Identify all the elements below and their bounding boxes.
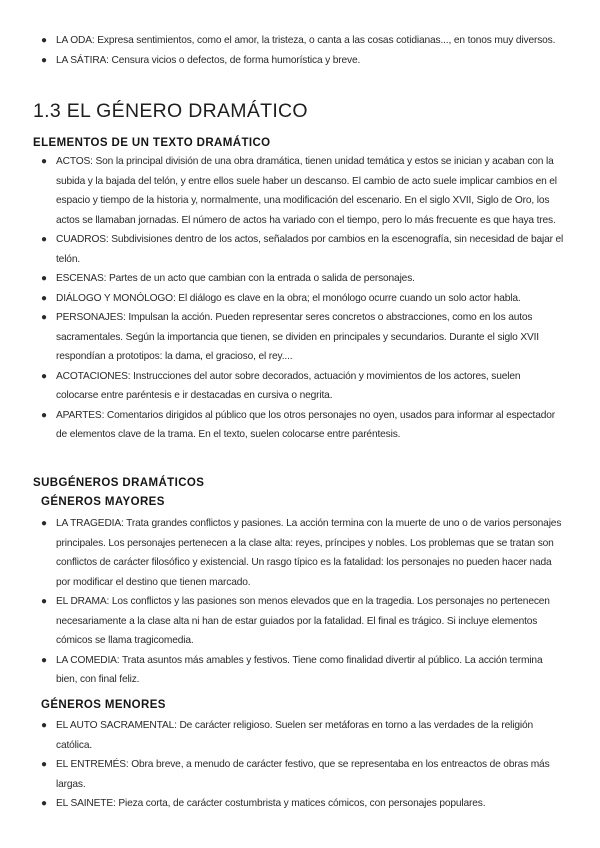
list-item: ● DIÁLOGO Y MONÓLOGO: El diálogo es clave en la obra; el monólogo ocurre cuando un solo actor habla. <box>56 289 564 309</box>
bullet-icon: ● <box>41 312 47 323</box>
bullet-icon: ● <box>41 35 47 46</box>
bullet-icon: ● <box>41 156 47 167</box>
bullet-icon: ● <box>41 518 47 529</box>
bullet-icon: ● <box>41 759 47 770</box>
bullet-icon: ● <box>41 720 47 731</box>
list-item: ● EL ENTREMÉS: Obra breve, a menudo de carácter festivo, que se representaba en los entreactos de obras más largas. <box>56 755 564 794</box>
bullet-icon: ● <box>41 54 47 66</box>
list-item: ● CUADROS: Subdivisiones dentro de los actos, señalados por cambios en la escenografía, sin necesidad de bajar el telón. <box>56 230 564 269</box>
elements-list <box>41 152 564 445</box>
bullet-icon: ● <box>41 370 47 382</box>
minor-genres-heading: GÉNEROS MENORES <box>41 699 166 711</box>
bullet-icon: ● <box>41 234 47 245</box>
list-item: ● ACOTACIONES: Instrucciones del autor sobre decorados, actuación y movimientos de los actores, suelen colocarse entre paréntesis e ir destacadas en cursiva o negrita. <box>56 367 564 406</box>
bullet-icon: ● <box>41 654 47 666</box>
list-item: ● ACTOS: Son la principal división de una obra dramática, tienen unidad temática y estos se inician y acaban con la subida y la bajada del telón, y entre ellos suele haber un descanso. El cambio de acto suele implicar cambios en el espacio y tiempo de la historia y, normalmente, una modificación del escenario. En el siglo XVII, Siglo de Oro, los actos se llamaban jornadas. El número de actos ha variado con el tiempo, pero lo más frecuente es que haya tres. <box>56 152 564 230</box>
list-item: ● ESCENAS: Partes de un acto que cambian con la entrada o salida de personajes. <box>56 269 564 289</box>
bullet-icon: ● <box>41 409 47 421</box>
bullet-icon: ● <box>41 798 47 809</box>
elements-heading: ELEMENTOS DE UN TEXTO DRAMÁTICO <box>33 137 271 149</box>
list-item: ● PERSONAJES: Impulsan la acción. Pueden representar seres concretos o abstracciones, como en los autos sacramentales. Según la importancia que tienen, se dividen en principales y secundarios. Durante el siglo XVII respondían a prototipos: la dama, el gracioso, el rey.... <box>56 308 564 367</box>
list-item: ● EL AUTO SACRAMENTAL: De carácter religioso. Suelen ser metáforas en torno a las verdades de la religión católica. <box>56 716 564 755</box>
list-item: ● LA ODA: Expresa sentimientos, como el amor, la tristeza, o canta a las cosas cotidianas..., en tonos muy diversos. <box>56 31 564 51</box>
list-item: ● LA TRAGEDIA: Trata grandes conflictos y pasiones. La acción termina con la muerte de uno o de varios personajes principales. Los personajes pertenecen a la clase alta: reyes, príncipes y nobles. Los problemas que se tratan son conflictos de carácter filosófico y existencial. Un rasgo típico es la fatalidad: los personajes no pueden hacer nada por modificar el destino que tienen marcado. <box>56 514 564 592</box>
bullet-icon: ● <box>41 596 47 607</box>
major-genres-heading: GÉNEROS MAYORES <box>41 496 165 508</box>
list-item: ● EL SAINETE: Pieza corta, de carácter costumbrista y matices cómicos, con personajes populares. <box>56 794 564 814</box>
major-genres-list <box>41 514 564 690</box>
list-item: ● APARTES: Comentarios dirigidos al público que los otros personajes no oyen, usados para informar al espectador de elementos clave de la trama. En el texto, suelen colocarse entre paréntesis. <box>56 406 564 445</box>
subgenres-heading: SUBGÉNEROS DRAMÁTICOS <box>33 477 205 489</box>
minor-genres-list <box>41 716 564 814</box>
bullet-icon: ● <box>41 273 47 284</box>
list-item: ● EL DRAMA: Los conflictos y las pasiones son menos elevados que en la tragedia. Los personajes no pertenecen necesariamente a la clase alta ni han de estar guiados por la fatalidad. El final es trágico. Si incluye elementos cómicos se llama tragicomedia. <box>56 592 564 651</box>
list-item: ● LA COMEDIA: Trata asuntos más amables y festivos. Tiene como finalidad divertir al público. La acción termina bien, con final feliz. <box>56 651 564 690</box>
intro-list <box>41 31 564 70</box>
bullet-icon: ● <box>41 292 47 304</box>
section-title: 1.3 EL GÉNERO DRAMÁTICO <box>33 100 308 122</box>
list-item: ● LA SÁTIRA: Censura vicios o defectos, de forma humorística y breve. <box>56 51 564 71</box>
